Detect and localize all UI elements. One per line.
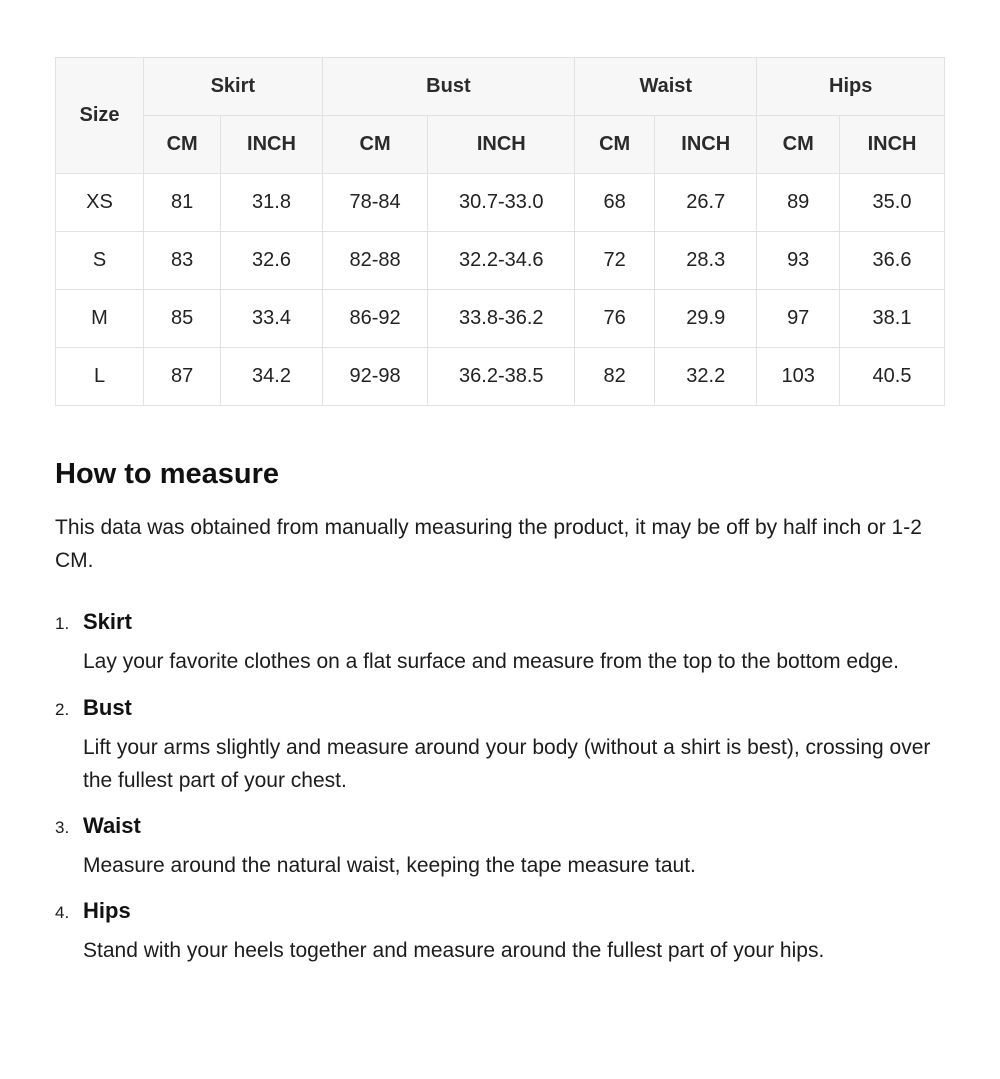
measurement-cell: 33.8-36.2 xyxy=(428,290,575,348)
measurement-cell: 30.7-33.0 xyxy=(428,174,575,232)
step-header xyxy=(55,609,945,635)
measurement-cell: 82 xyxy=(575,348,655,406)
measurement-cell: 68 xyxy=(575,174,655,232)
size-chart-table xyxy=(55,57,945,406)
step-header xyxy=(55,695,945,721)
unit-header-bust-cm: CM xyxy=(322,116,428,174)
measurement-cell: 72 xyxy=(575,232,655,290)
measurement-cell: 97 xyxy=(757,290,840,348)
how-to-measure-intro: This data was obtained from manually measuring the product, it may be off by half inch or 1-2 CM. xyxy=(55,516,922,573)
measure-steps-list xyxy=(55,609,945,967)
group-header-skirt: Skirt xyxy=(144,58,323,116)
header-unit-row xyxy=(56,116,945,174)
measurement-cell: 28.3 xyxy=(655,232,757,290)
measure-step-waist xyxy=(55,813,945,882)
unit-header-waist-cm: CM xyxy=(575,116,655,174)
measurement-cell: 36.6 xyxy=(840,232,945,290)
measure-step-bust xyxy=(55,695,945,797)
header-group-row xyxy=(56,58,945,116)
measurement-cell: 40.5 xyxy=(840,348,945,406)
measurement-cell: 76 xyxy=(575,290,655,348)
unit-header-skirt-cm: CM xyxy=(144,116,221,174)
group-header-hips: Hips xyxy=(757,58,945,116)
step-term: Hips xyxy=(83,898,131,924)
unit-header-hips-cm: CM xyxy=(757,116,840,174)
measurement-cell: 93 xyxy=(757,232,840,290)
corner-header-size: Size xyxy=(56,58,144,174)
step-term: Skirt xyxy=(83,609,132,635)
step-number: 1. xyxy=(55,614,70,634)
measurement-cell: 32.2 xyxy=(655,348,757,406)
table-row-l xyxy=(56,348,945,406)
group-header-waist: Waist xyxy=(575,58,757,116)
size-cell: L xyxy=(56,348,144,406)
measurement-cell: 82-88 xyxy=(322,232,428,290)
group-header-bust: Bust xyxy=(322,58,574,116)
size-cell: M xyxy=(56,290,144,348)
measurement-cell: 78-84 xyxy=(322,174,428,232)
measurement-cell: 87 xyxy=(144,348,221,406)
measurement-cell: 32.2-34.6 xyxy=(428,232,575,290)
measurement-cell: 89 xyxy=(757,174,840,232)
table-row-s xyxy=(56,232,945,290)
measurement-cell: 83 xyxy=(144,232,221,290)
step-number: 4. xyxy=(55,903,70,923)
step-description: Lift your arms slightly and measure around your body (without a shirt is best), crossing over the fullest part of your chest. xyxy=(83,735,931,792)
measurement-cell: 32.6 xyxy=(221,232,322,290)
measurement-cell: 35.0 xyxy=(840,174,945,232)
measurement-cell: 92-98 xyxy=(322,348,428,406)
size-cell: XS xyxy=(56,174,144,232)
unit-header-skirt-inch: INCH xyxy=(221,116,322,174)
unit-header-hips-inch: INCH xyxy=(840,116,945,174)
step-header xyxy=(55,898,945,924)
step-term: Bust xyxy=(83,694,132,720)
measurement-cell: 36.2-38.5 xyxy=(428,348,575,406)
measurement-cell: 34.2 xyxy=(221,348,322,406)
measurement-cell: 81 xyxy=(144,174,221,232)
measurement-cell: 103 xyxy=(757,348,840,406)
how-to-measure-title: How to measure xyxy=(55,458,279,490)
measurement-cell: 26.7 xyxy=(655,174,757,232)
unit-header-bust-inch: INCH xyxy=(428,116,575,174)
measure-step-hips xyxy=(55,898,945,967)
size-chart-header xyxy=(56,58,945,174)
step-description: Lay your favorite clothes on a flat surface and measure from the top to the bottom edge. xyxy=(83,650,899,674)
measure-step-skirt xyxy=(55,609,945,678)
measurement-cell: 29.9 xyxy=(655,290,757,348)
step-header xyxy=(55,813,945,839)
step-description: Measure around the natural waist, keeping the tape measure taut. xyxy=(83,853,696,877)
step-number: 3. xyxy=(55,817,70,837)
table-row-xs xyxy=(56,174,945,232)
table-row-m xyxy=(56,290,945,348)
size-cell: S xyxy=(56,232,144,290)
measurement-cell: 38.1 xyxy=(840,290,945,348)
measurement-cell: 85 xyxy=(144,290,221,348)
measurement-cell: 86-92 xyxy=(322,290,428,348)
unit-header-waist-inch: INCH xyxy=(655,116,757,174)
measurement-cell: 31.8 xyxy=(221,174,322,232)
size-chart-body xyxy=(56,174,945,406)
step-description: Stand with your heels together and measure around the fullest part of your hips. xyxy=(83,939,825,963)
step-number: 2. xyxy=(55,699,70,719)
measurement-cell: 33.4 xyxy=(221,290,322,348)
step-term: Waist xyxy=(83,812,141,838)
